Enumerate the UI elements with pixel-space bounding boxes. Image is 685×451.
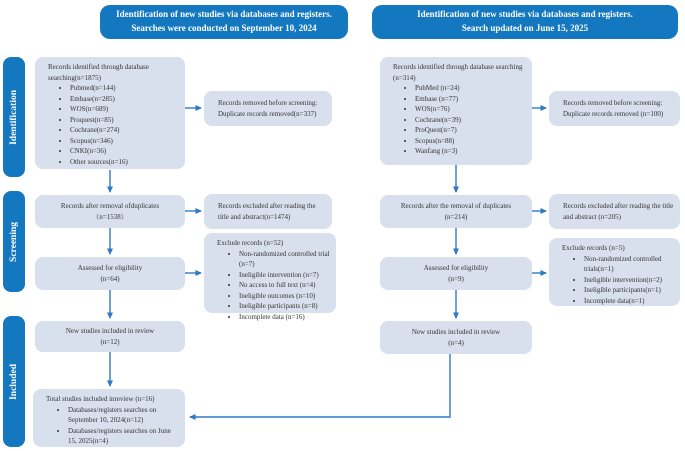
bullet-item: • Wanfang (n=3) [415,146,528,157]
stage-screening [3,191,25,292]
left-records-removed-box [204,91,332,126]
stage-identification [3,57,25,177]
bullet-item: • Scopus(n=88) [415,136,528,147]
bullet-item: • Scopus(n=346) [70,136,181,147]
right-after-duplicates-box [380,195,532,228]
header-right [372,5,678,39]
bullet-item: • Cochrane(n=39) [415,115,528,126]
bullet-item: • Embase(n=285) [70,94,181,105]
left-excluded-title-abstract-box [204,194,332,229]
left-new-included-line1: New studies included in review [65,327,155,335]
left-after-duplicates-box [35,195,185,228]
left-exclude-records-box [204,233,336,321]
header-left [100,5,348,39]
bullet-item: • Pubmed(n=144) [70,83,181,94]
right-records-identified-list [393,83,528,157]
total-included-title: Total studies included inreview (n=16) [46,395,155,403]
left-records-identified-box [35,57,185,169]
left-assessed-line2: (n=64) [100,274,120,283]
right-records-removed-line2: Duplicate records removed (n=100) [563,109,664,118]
right-excluded-title-abstract-box [549,194,680,229]
bullet-item: • Other sources(n=16) [70,157,181,168]
right-assessed-line2: (n=9) [448,274,464,283]
right-after-duplicates-line2: (n=214) [444,212,468,221]
total-included-box [33,389,185,447]
right-new-included-line1: New studies included in review [411,328,501,336]
right-assessed-box [380,257,532,290]
left-records-identified-list [48,83,181,167]
left-new-included-line2: (n=12) [100,337,120,346]
bullet-item: • Ineligible participants (n=8) [239,301,332,312]
right-new-included-line2: (n=4) [448,338,464,347]
left-exclude-records-title: Exclude records (n=52) [217,239,284,247]
bullet-item: • Non-randomized controlled trial (n=7) [239,249,332,270]
bullet-item: • Databases/registers searches on September 10, 2024(n=12) [68,405,181,426]
bullet-item: • Incomplete data(n=1) [584,296,676,307]
left-records-removed-line1: Records removed before screening: [218,99,318,107]
right-exclude-records-box [549,238,680,306]
bullet-item: • No access to full text (n=4) [239,280,332,291]
left-after-duplicates-line1: Records after removal ofduplicates [60,202,160,210]
stage-identification-label: Identification [9,89,19,145]
header-left-line1: Identification of new studies via databases and registers. [116,9,332,20]
left-new-included-box [35,321,185,352]
right-records-removed-line1: Records removed before screening: [563,99,663,107]
right-assessed-line1: Assessed for eligibility [423,264,489,272]
stage-included [3,316,25,447]
bullet-item: • Non-randomized controlled trials(n=1) [584,254,676,275]
bullet-item: • Ineligible outcomes (n=10) [239,291,332,302]
left-exclude-records-list [217,249,332,323]
bullet-item: • WOS(n=689) [70,104,181,115]
stage-screening-label: Screening [9,221,19,262]
bullet-item: • Cochrane(n=274) [70,125,181,136]
header-right-line1: Identification of new studies via databases and registers. [417,9,633,20]
left-records-removed-line2: Duplicate records removed(n=337) [218,109,317,118]
bullet-item: • Ineligible intervention(n=2) [584,275,676,286]
bullet-item: • Databases/registers searches on June 15, 2025(n=4) [68,426,181,447]
right-records-identified-title: Records identified through database searching (n=314) [393,63,523,82]
bullet-item: • Incomplete data (n=16) [239,312,332,323]
right-exclude-records-title: Exclude records (n=5) [562,244,625,252]
right-exclude-records-list [562,254,676,307]
left-records-identified-title: Records identified through database searching(n=1875) [48,63,149,82]
right-new-included-box [380,321,532,354]
left-assessed-line1: Assessed for eligibility [77,264,143,272]
left-assessed-box [35,257,185,290]
bullet-item: • Ineligible participants(n=1) [584,285,676,296]
bullet-item: • Proquest(n=85) [70,115,181,126]
bullet-item: • Ineligible intervention (n=7) [239,270,332,281]
bullet-item: • Embase (n=77) [415,94,528,105]
stage-included-label: Included [9,363,19,400]
right-records-identified-box [380,57,532,165]
arrow-right-newincluded-to-total [190,354,450,417]
header-left-line2: Searches were conducted on September 10, 2024 [131,23,317,33]
bullet-item: • CNKI(n=36) [70,146,181,157]
total-included-list [46,405,181,447]
header-right-line2: Search updated on June 15, 2025 [461,23,589,33]
left-excluded-title-abstract-text: Records excluded after reading the title and abstract(n=1474) [218,202,316,221]
right-records-removed-box [549,91,680,126]
right-after-duplicates-line1: Records after the removal of duplicates [400,202,512,210]
bullet-item: • WOS(n=76) [415,104,528,115]
bullet-item: • PubMed (n=24) [415,83,528,94]
right-excluded-title-abstract-text: Records excluded after reading the title and abstract (n=205) [563,202,674,221]
bullet-item: • ProQuest(n=7) [415,125,528,136]
left-after-duplicates-line2: （n=1538） [92,212,128,221]
